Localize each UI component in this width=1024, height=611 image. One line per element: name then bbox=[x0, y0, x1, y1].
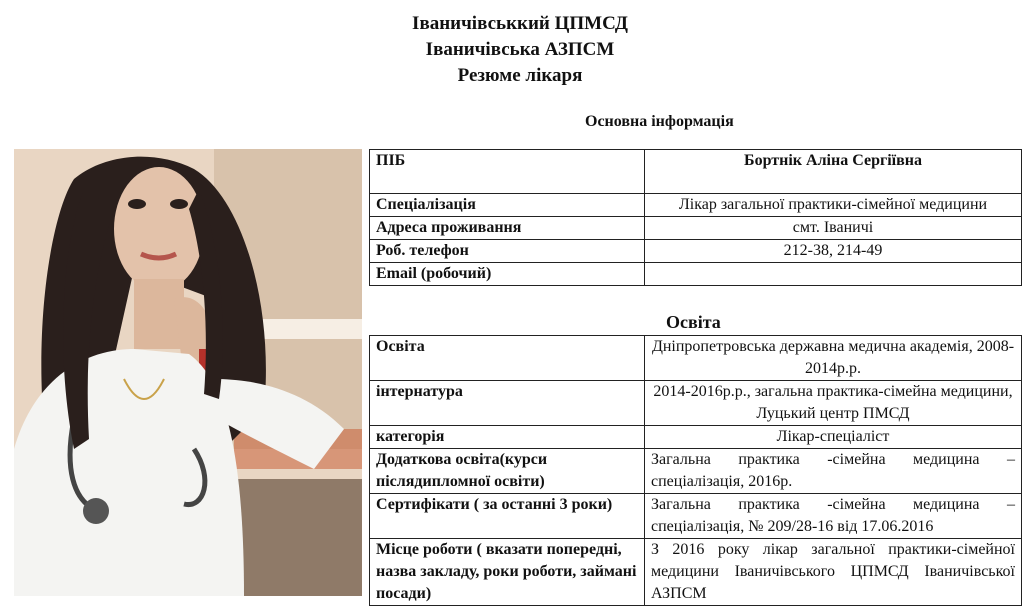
row-value: Бортнік Аліна Сергіївна bbox=[645, 150, 1022, 194]
table-row bbox=[370, 263, 1022, 286]
table-row bbox=[370, 240, 1022, 263]
education-title: Освіта bbox=[666, 312, 721, 332]
table-row bbox=[370, 381, 1022, 426]
row-value: 2014-2016р.р., загальна практика-сімейна медицини, Луцький центр ПМСД bbox=[645, 381, 1022, 426]
table-row bbox=[370, 539, 1022, 606]
doctor-photo bbox=[14, 149, 362, 596]
row-label: інтернатура bbox=[370, 381, 645, 426]
row-value bbox=[645, 263, 1022, 286]
row-label: Роб. телефон bbox=[370, 240, 645, 263]
table-row bbox=[370, 426, 1022, 449]
row-value: Загальна практика -сімейна медицина – спеціалізація, 2016р. bbox=[645, 449, 1022, 494]
basic-info-title: Основна інформація bbox=[585, 113, 734, 130]
row-value: Загальна практика -сімейна медицина – спеціалізація, № 209/28-16 від 17.06.2016 bbox=[645, 494, 1022, 539]
row-label: Додаткова освіта(курси післядипломної освіти) bbox=[370, 449, 645, 494]
row-label: Освіта bbox=[370, 336, 645, 381]
basic-info-table bbox=[369, 149, 1022, 286]
row-label: категорія bbox=[370, 426, 645, 449]
row-value: Лікар загальної практики-сімейної медицини bbox=[645, 194, 1022, 217]
table-row bbox=[370, 449, 1022, 494]
table-row bbox=[370, 217, 1022, 240]
header-clinic: Іваничівська АЗПСМ bbox=[425, 39, 615, 60]
row-value: З 2016 року лікар загальної практики-сімейної медицини Іваничівського ЦПМСД Іваничівської АЗПСМ bbox=[645, 539, 1022, 606]
row-label: Сертифікати ( за останні 3 роки) bbox=[370, 494, 645, 539]
row-value: смт. Іваничі bbox=[645, 217, 1022, 240]
table-row bbox=[370, 150, 1022, 194]
row-value: Лікар-спеціаліст bbox=[645, 426, 1022, 449]
header-resume-title: Резюме лікаря bbox=[457, 65, 583, 86]
row-label: Email (робочий) bbox=[370, 263, 645, 286]
table-row bbox=[370, 494, 1022, 539]
table-row bbox=[370, 194, 1022, 217]
row-label: ПІБ bbox=[370, 150, 645, 194]
education-table bbox=[369, 335, 1022, 606]
row-value: 212-38, 214-49 bbox=[645, 240, 1022, 263]
header-institution: Іваничівськкий ЦПМСД bbox=[412, 13, 628, 34]
table-row bbox=[370, 336, 1022, 381]
row-label: Місце роботи ( вказати попередні, назва закладу, роки роботи, займані посади) bbox=[370, 539, 645, 606]
row-value: Дніпропетровська державна медична академія, 2008-2014р.р. bbox=[645, 336, 1022, 381]
row-label: Адреса проживання bbox=[370, 217, 645, 240]
row-label: Спеціалізація bbox=[370, 194, 645, 217]
